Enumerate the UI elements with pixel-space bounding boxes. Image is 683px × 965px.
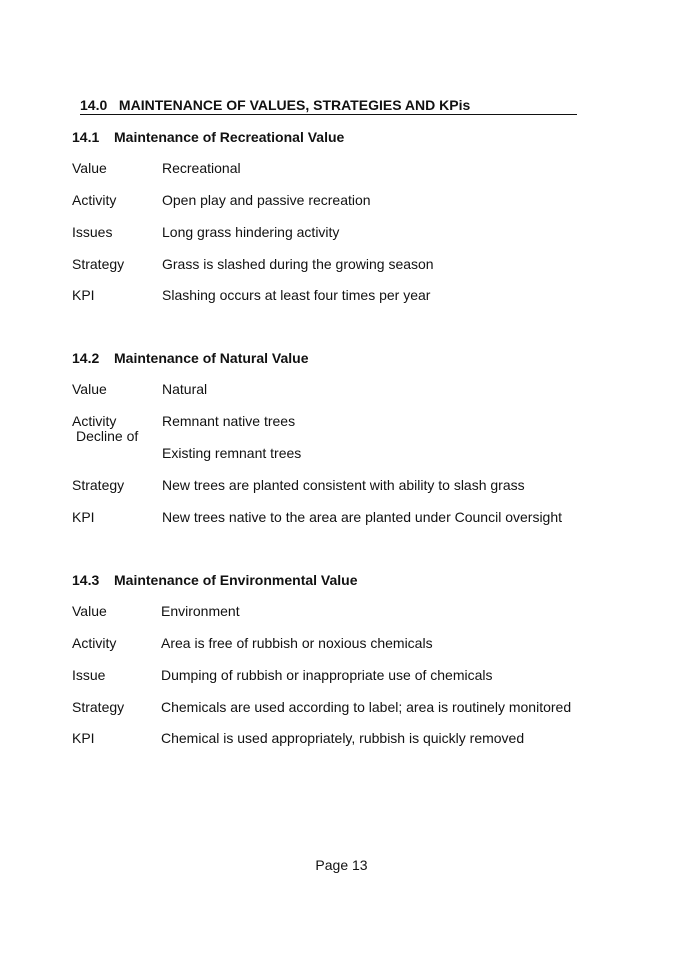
row-value: New trees native to the area are planted under Council oversight bbox=[162, 509, 563, 525]
section-title-natural bbox=[72, 350, 309, 367]
row-label: Strategy bbox=[72, 699, 125, 715]
row-value: Grass is slashed during the growing season bbox=[162, 256, 434, 272]
section-number: 14.1 bbox=[72, 129, 100, 145]
row-value: Long grass hindering activity bbox=[162, 224, 340, 240]
row-label: Issue bbox=[72, 667, 106, 683]
row-value: Chemical is used appropriately, rubbish is quickly removed bbox=[161, 730, 525, 746]
row-value: Remnant native trees bbox=[162, 413, 296, 429]
row-value: Chemicals are used according to label; area is routinely monitored bbox=[161, 699, 572, 715]
row-label: Value bbox=[72, 160, 107, 176]
section-title-text: Maintenance of Recreational Value bbox=[114, 129, 345, 145]
section-number: 14.3 bbox=[72, 572, 100, 588]
row-label: Activity bbox=[72, 413, 117, 429]
page-number: Page 13 bbox=[315, 857, 368, 873]
page-title bbox=[80, 97, 577, 115]
section-number: 14.2 bbox=[72, 350, 100, 366]
section-title-text: Maintenance of Environmental Value bbox=[114, 572, 358, 588]
row-value: Environment bbox=[161, 603, 240, 619]
row-label-line: Decline of bbox=[76, 428, 139, 444]
row-value: Existing remnant trees bbox=[162, 445, 302, 461]
row-value: Area is free of rubbish or noxious chemicals bbox=[161, 635, 433, 651]
row-label: KPI bbox=[72, 509, 95, 525]
row-label-wrapped bbox=[72, 428, 142, 444]
section-title-recreational bbox=[72, 129, 344, 146]
row-label-overlapping bbox=[72, 428, 144, 462]
row-label: Strategy bbox=[72, 477, 125, 493]
row-label: Activity bbox=[72, 192, 117, 208]
row-value: Natural bbox=[162, 381, 208, 397]
row-value: Open play and passive recreation bbox=[162, 192, 371, 208]
section-title-text: Maintenance of Natural Value bbox=[114, 350, 309, 366]
row-label: KPI bbox=[72, 730, 95, 746]
section-title-environmental bbox=[72, 572, 358, 589]
row-value: Dumping of rubbish or inappropriate use of chemicals bbox=[161, 667, 493, 683]
row-label: Activity bbox=[72, 635, 117, 651]
row-label: Strategy bbox=[72, 256, 125, 272]
row-value: New trees are planted consistent with ability to slash grass bbox=[162, 477, 525, 493]
row-value: Recreational bbox=[162, 160, 241, 176]
row-label: Issues bbox=[72, 224, 113, 240]
row-label: KPI bbox=[72, 287, 95, 303]
page-title-number: 14.0 bbox=[80, 97, 108, 113]
page-title-text: MAINTENANCE OF VALUES, STRATEGIES AND KPis bbox=[118, 97, 471, 113]
row-label: Value bbox=[72, 381, 107, 397]
row-label: Value bbox=[72, 603, 107, 619]
row-value: Slashing occurs at least four times per year bbox=[162, 287, 431, 303]
